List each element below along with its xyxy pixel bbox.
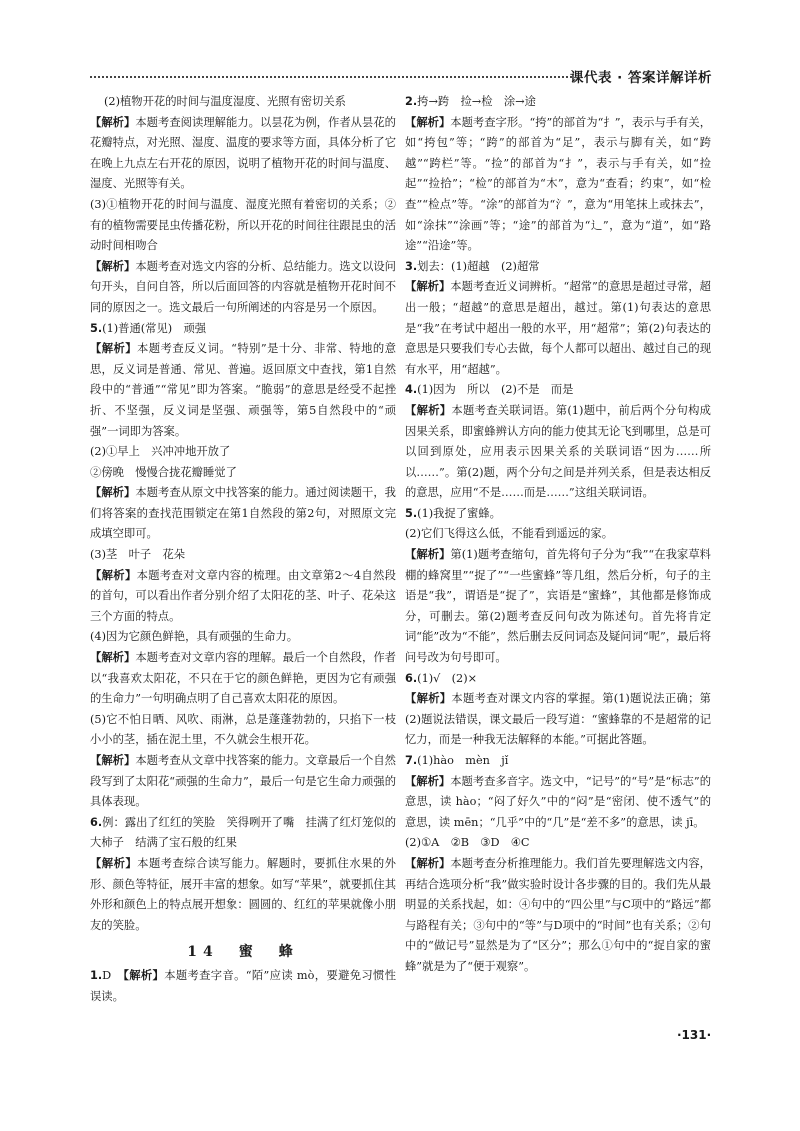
section-title: 14 蜜 蜂 [187,944,299,961]
analysis-paragraph [90,113,396,195]
analysis-label: 【解析】 [90,342,138,356]
analysis-paragraph [405,277,711,380]
answer-paragraph [90,627,396,648]
analysis-label: 【解析】 [405,403,452,417]
paragraph-text: (2)①早上 兴冲冲地开放了 [90,445,231,459]
paragraph-text: 本题考查字音。“陌”应读 mò，要避免习惯性误读。 [90,969,396,1003]
analysis-label: 【解析】 [405,856,451,870]
paragraph-text: (3)茎 叶子 花朵 [90,548,186,562]
page-number: ·131· [677,1028,712,1042]
question-number: 2. [405,95,418,108]
analysis-paragraph [90,257,396,319]
answer-paragraph [405,524,711,545]
answer-paragraph [405,380,711,401]
answer-paragraph [405,669,711,690]
paragraph-text: 本题考查从原文中找答案的能力。通过阅读题干，我们将答案的查找范围锁定在第1自然段的第2句，对照原文完成填空即可。 [90,486,396,541]
question-number: 5. [405,506,418,520]
paragraph-text: 本题考查对文章内容的梳理。由文章第2～4自然段的首句，可以看出作者分别介绍了太阳花的茎、叶子、花朵这三个方面的特点。 [90,568,396,623]
paragraph-text: (2)它们飞得这么低，不能看到遥远的家。 [405,527,614,541]
answer-paragraph [90,545,396,566]
paragraph-text: 本题考查从文章中找答案的能力。文章最后一个自然段写到了太阳花“顽强的生命力”，最后一句是它生命力顽强的具体表现。 [90,754,396,809]
answer-paragraph [90,463,396,484]
answer-paragraph [90,710,396,751]
analysis-paragraph [405,545,711,669]
answer-paragraph [90,442,396,463]
right-column [405,92,711,978]
analysis-label: 【解析】 [90,115,136,129]
page-header [90,66,712,88]
analysis-label: 【解析】 [90,856,138,870]
analysis-paragraph [90,483,396,545]
question-number: 1. [90,969,103,983]
header-dotted-rule [90,76,572,78]
paragraph-text: (1)我捉了蜜蜂。 [417,506,501,520]
answer-paragraph [90,319,396,340]
analysis-paragraph [405,401,711,504]
paragraph-text: 本题考查近义词辨析。“超常”的意思是超过寻常，超出一般；“超越”的意思是超出，越过。第(1)句表达的意思是“我”在考试中超出一般的水平，用“超常”；第(2)句表达的意思是只要我们专心去做，每个人都可以超出、越过自己的现有水平，用“超越”。 [405,280,711,376]
answer-paragraph [405,92,711,113]
analysis-label: 【解析】 [405,115,451,129]
paragraph-text: 本题考查多音字。选文中，“记号”的“号”是“标志”的意思，读 hào；“闷了好久”中的“闷”是“密闭、使不透气”的意思，读 mēn；“几乎”中的“几”是“差不多”的意思，读 jī。 [405,774,711,829]
paragraph-text: (1)普通(常见) 顽强 [102,321,207,335]
paragraph-text: 本题考查对文章内容的理解。最后一个自然段，作者以“我喜欢太阳花，不只在于它的颜色鲜艳，更因为它有顽强的生命力”一句明确点明了自己喜欢太阳花的原因。 [90,651,396,706]
answer-paragraph [405,751,711,772]
analysis-paragraph [90,566,396,628]
paragraph-text: 本题考查分析推理能力。我们首先要理解选文内容，再结合选项分析“我”做实验时设计各步骤的目的。我们先从最明显的关系找起，如：④句中的“四公里”与C项中的“路远”都与路程有关；③句中的“等”与D项中的“时间”也有关系；②句中的“做记号”显然是为了“区分”；那么①句中的“捉自家的蜜蜂”就是为了“便于观察”。 [405,856,711,973]
left-column [90,92,396,1008]
analysis-label: 【解析】 [90,259,136,273]
paragraph-text: 划去：(1)超越 (2)超常 [417,259,540,273]
paragraph-text: (2)①A ②B ③D ④C [405,836,530,850]
analysis-label: 【解析】 [405,548,451,562]
question-number: 3. [405,259,418,273]
paragraph-text: (5)它不怕日晒、风吹、雨淋，总是蓬蓬勃勃的，只掐下一枝小小的茎，插在泥土里，不久就会生根开花。 [90,712,396,747]
analysis-label: 【解析】 [123,969,165,983]
header-title: 课代表 · 答案详解详析 [569,70,712,86]
answer-paragraph [90,813,396,854]
analysis-label: 【解析】 [405,280,451,294]
paragraph-text: 本题考查关联词语。第(1)题中，前后两个分句构成因果关系，即蜜蜂辨认方向的能力使其无论飞到哪里，总是可以回到原处，应用表示因果关系的关联词语“因为……所以……”。第(2)题，两个分句之间是并列关系，但是表达相反的意思，应用“不是……而是……”这组关联词语。 [405,403,711,500]
paragraph-text: (1)因为 所以 (2)不是 而是 [417,383,574,397]
paragraph-text: (4)因为它颜色鲜艳，具有顽强的生命力。 [90,630,299,644]
answer-paragraph [90,195,396,257]
analysis-paragraph [405,113,711,257]
analysis-paragraph [90,339,396,442]
answer-paragraph [90,92,396,113]
paragraph-text: 本题考查阅读理解能力。以昙花为例，作者从昙花的花瓣特点，对光照、湿度、温度的要求等方面，具体分析了它在晚上九点左右开花的原因，说明了植物开花的时间与温度、湿度、光照等有关。 [90,115,396,191]
question-number: 6. [405,671,418,685]
paragraph-text: 本题考查对课文内容的掌握。第(1)题说法正确；第(2)题说法错误，课文最后一段写道：“蜜蜂靠的不是超常的记忆力，而是一种我无法解释的本能。”可据此答题。 [405,692,711,747]
paragraph-text: 挎→跨 捡→检 涂→途 [417,95,536,108]
paragraph-text: (1)√ (2)× [417,671,478,685]
analysis-paragraph [405,689,711,751]
question-number: 5. [90,321,103,335]
answer-paragraph [90,966,396,1007]
analysis-paragraph [90,648,396,710]
answer-paragraph [405,257,711,278]
paragraph-text: (2)植物开花的时间与温度湿度、光照有密切关系 [104,95,346,108]
paragraph-text: 本题考查反义词。“特别”是十分、非常、特地的意思，反义词是普通、常见、普遍。返回原文中查找，第1自然段中的“普通”“常见”即为答案。“脆弱”的意思是经受不起挫折、不坚强，反义词是坚强、顽强等，第5自然段中的“顽强”一词即为答案。 [90,342,396,438]
paragraph-text: 本题考查对选文内容的分析、总结能力。选文以设问句开头，自问自答，所以后面回答的内容就是植物开花时间不同的原因之一。选文最后一句所阐述的内容是另一个原因。 [90,259,396,314]
question-number: 7. [405,754,418,767]
paragraph-text: 本题考查综合读写能力。解题时，要抓住水果的外形、颜色等特征，展开丰富的想象。如写“苹果”，就要抓住其外形和颜色上的特点展开想象：圆圆的、红红的苹果就像小朋友的笑脸。 [90,856,396,932]
analysis-paragraph [90,751,396,813]
analysis-label: 【解析】 [90,754,136,767]
paragraph-text: 本题考查字形。“挎”的部首为“扌”，表示与手有关，如“挎包”等；“跨”的部首为“足”，表示与脚有关，如“跨越”“跨栏”等。“捡”的部首为“扌”，表示与手有关，如“捡起”“捡拾”；“检”的部首为“木”，意为“查看；约束”，如“检查”“检点”等。“涂”的部首为“氵”，意为“用笔抹上或抹去”，如“涂抹”“涂画”等；“途”的部首为“辶”，意为“道”，如“路途”“沿途”等。 [405,115,711,253]
paragraph-text: ②傍晚 慢慢合拢花瓣睡觉了 [90,465,237,479]
paragraph-text: 例：露出了红红的笑脸 笑得咧开了嘴 挂满了红灯笼似的大柿子 结满了宝石般的红果 [90,815,396,850]
analysis-label: 【解析】 [90,568,137,582]
analysis-paragraph [90,854,396,936]
paragraph-text: D [102,969,124,983]
analysis-label: 【解析】 [405,774,451,788]
paragraph-text: 第(1)题考查缩句，首先将句子分为“我”“在我家草料棚的蜂窝里”“捉了”“一些蜜蜂”等几组，然后分析，句子的主语是“我”，谓语是“捉了”，宾语是“蜜蜂”，其他都是修饰成分，可删去。第(2)题考查反问句改为陈述句。首先将肯定词“能”改为“不能”，然后删去反问词态及疑问词“呢”，最后将问号改为句号即可。 [405,548,711,665]
analysis-label: 【解析】 [90,486,136,500]
question-number: 4. [405,383,418,397]
paragraph-text: (3)①植物开花的时间与温度、湿度光照有着密切的关系；②有的植物需要昆虫传播花粉，所以开花的时间往往跟昆虫的活动时间相吻合 [90,197,396,253]
answer-paragraph [405,504,711,525]
paragraph-text: (1)hào mèn jǐ [417,754,509,767]
analysis-label: 【解析】 [405,692,452,706]
answer-paragraph [405,833,711,854]
question-number: 6. [90,815,103,829]
analysis-paragraph [405,772,711,834]
analysis-paragraph [405,854,711,978]
analysis-label: 【解析】 [90,651,136,665]
